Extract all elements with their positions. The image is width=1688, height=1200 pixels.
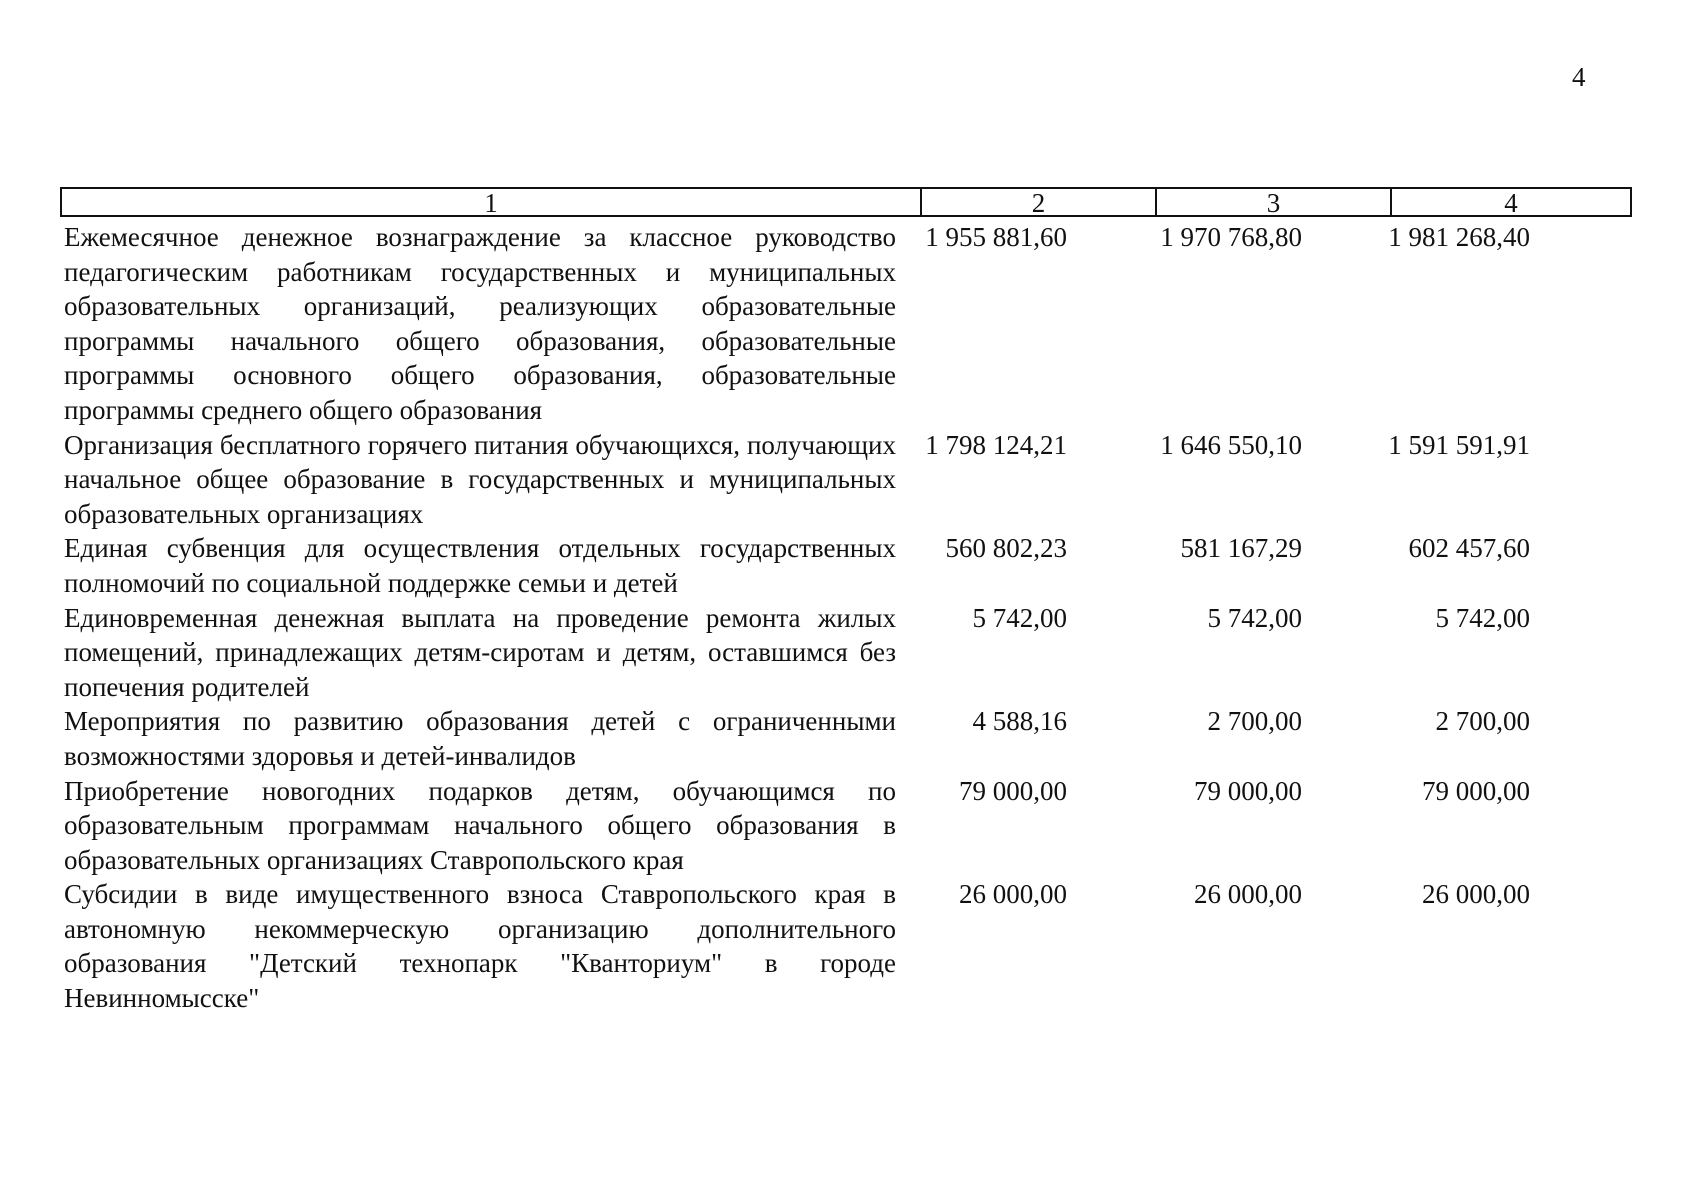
row-value-col2: 1 955 881,60 <box>925 222 1067 252</box>
row-value-col2: 5 742,00 <box>972 602 1067 633</box>
table-row <box>64 220 1634 428</box>
row-value-col2: 26 000,00 <box>959 879 1067 910</box>
row-value-col4: 1 591 591,91 <box>1388 429 1530 460</box>
column-header-4: 4 <box>1504 188 1518 218</box>
table-header-row <box>60 187 1632 217</box>
row-value-col3: 5 742,00 <box>1207 602 1302 633</box>
column-header-1: 1 <box>62 189 922 215</box>
table-row <box>64 601 1634 705</box>
row-value-col4: 2 700,00 <box>1435 706 1530 737</box>
row-name: Мероприятия по развитию образования детей с ограниченными возможностями здоровья и детей-инвалидов <box>64 706 896 771</box>
table-row <box>64 704 1634 773</box>
row-name: Организация бесплатного горячего питания обучающихся, получающих начальное общее образование в государственных и муниципальных образовательных организациях <box>64 429 896 529</box>
row-value-col4: 79 000,00 <box>1422 775 1530 806</box>
row-value-col4: 5 742,00 <box>1435 602 1530 633</box>
row-value-col2: 4 588,16 <box>972 706 1067 737</box>
row-name: Приобретение новогодних подарков детям, обучающимся по образовательным программам начального общего образования в образовательных организациях Ставропольского края <box>64 775 896 875</box>
row-name: Единая субвенция для осуществления отдельных государственных полномочий по социальной поддержке семьи и детей <box>64 533 896 598</box>
row-value-col3: 79 000,00 <box>1194 775 1302 806</box>
row-value-col3: 1 646 550,10 <box>1160 429 1302 460</box>
row-name: Субсидии в виде имущественного взноса Ставропольского края в автономную некоммерческую организацию дополнительного образования "Детский технопарк "Кванториум" в городе Невинномысске" <box>64 879 896 1014</box>
table-body <box>64 220 1634 1016</box>
table-row <box>64 428 1634 532</box>
row-value-col3: 1 970 768,80 <box>1160 222 1302 252</box>
column-header-2: 2 <box>922 189 1157 215</box>
row-value-col3: 2 700,00 <box>1207 706 1302 737</box>
row-value-col2: 1 798 124,21 <box>925 429 1067 460</box>
table-row <box>64 774 1634 878</box>
row-value-col4: 1 981 268,40 <box>1388 222 1530 252</box>
row-value-col3: 581 167,29 <box>1180 533 1302 564</box>
table-row <box>64 531 1634 600</box>
row-value-col2: 560 802,23 <box>945 533 1067 564</box>
row-value-col2: 79 000,00 <box>959 775 1067 806</box>
row-value-col4: 602 457,60 <box>1408 533 1530 564</box>
row-value-col3: 26 000,00 <box>1194 879 1302 910</box>
page-number: 4 <box>1572 62 1586 92</box>
row-value-col4: 26 000,00 <box>1422 879 1530 910</box>
table-row <box>64 877 1634 1015</box>
row-name: Единовременная денежная выплата на проведение ремонта жилых помещений, принадлежащих детям-сиротам и детям, оставшимся без попечения родителей <box>64 602 896 702</box>
column-header-3: 3 <box>1157 189 1392 215</box>
row-name: Ежемесячное денежное вознаграждение за классное руководство педагогическим работникам государственных и муниципальных образовательных организаций, реализующих образовательные программы начального общего образования, образовательные программы основного общего образования, образовательные программы среднего общего образования <box>64 222 896 425</box>
